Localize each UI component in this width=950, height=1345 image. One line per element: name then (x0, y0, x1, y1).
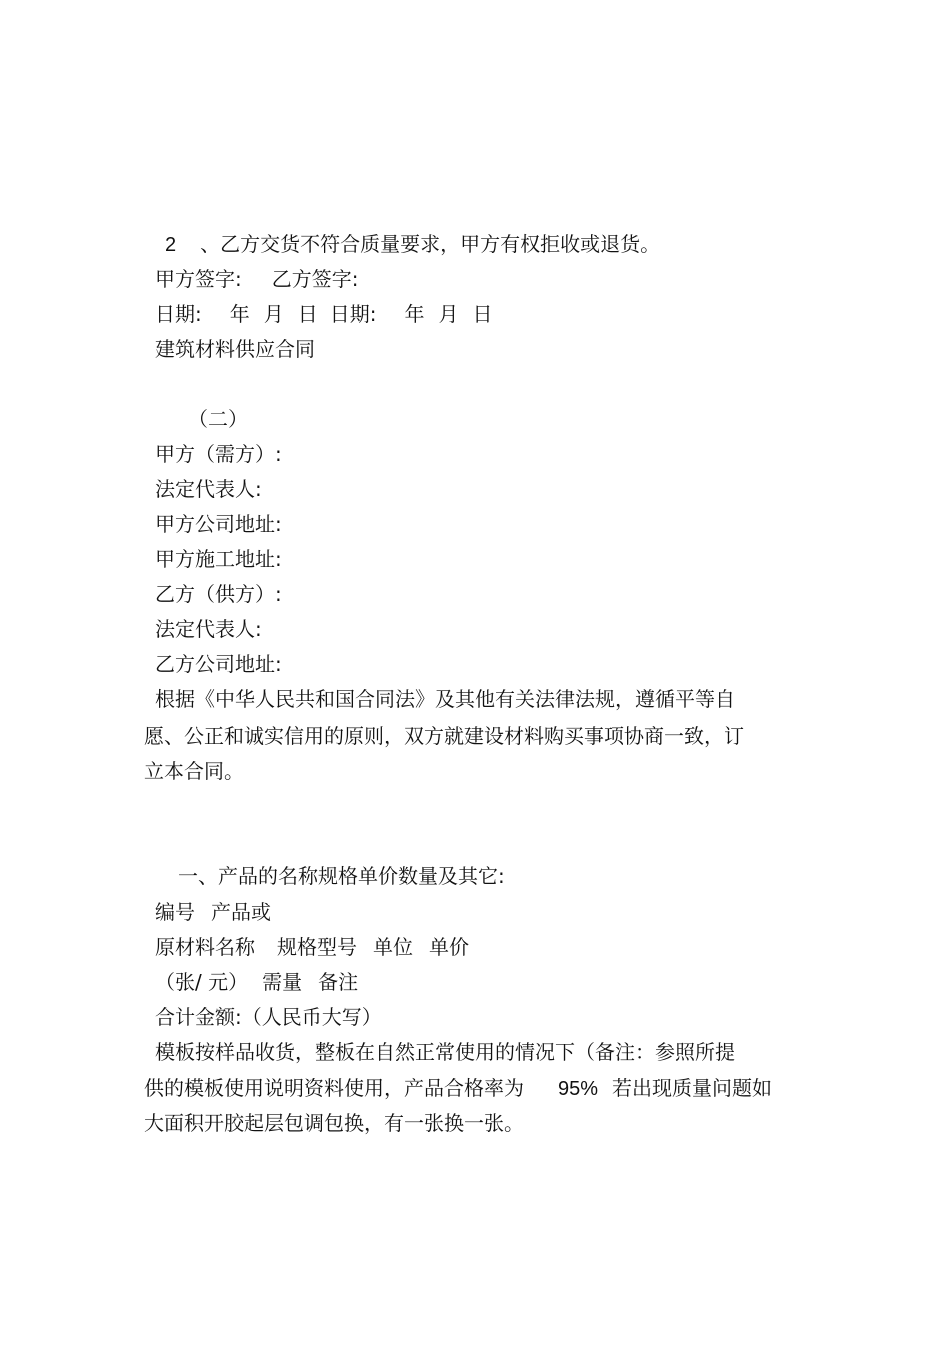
party-b-company-address-label: 乙方公司地址: (155, 652, 282, 676)
preamble-line: 根据《中华人民共和国合同法》及其他有关法律法规，遵循平等自 (155, 687, 735, 711)
date-line (155, 300, 493, 328)
quality-clause-text: 若出现质量问题如 (612, 1076, 773, 1100)
date-label: 日期: (155, 302, 202, 326)
col-product-header: 产品或 (211, 900, 271, 924)
legal-representative-a-label: 法定代表人: (155, 477, 262, 501)
clause-2 (165, 230, 660, 259)
date-label: 日期: (329, 302, 377, 326)
col-material-name-header: 原材料名称 (155, 935, 255, 959)
party-b-label: 乙方（供方）: (155, 582, 282, 606)
month-label: 月 (263, 302, 284, 326)
party-a-signature-label: 甲方签字: (155, 267, 242, 291)
section-label: （二） (188, 407, 248, 431)
article-1-heading: 一、产品的名称规格单价数量及其它: (178, 864, 505, 888)
party-a-site-address-label: 甲方施工地址: (155, 547, 282, 571)
year-label: 年 (404, 302, 425, 326)
quality-clause-line: 大面积开胶起层包调包换，有一张换一张。 (144, 1111, 524, 1135)
preamble-line: 愿、公正和诚实信用的原则，双方就建设材料购买事项协商一致，订 (144, 724, 744, 748)
table-header-row (155, 898, 271, 926)
col-price-unit-header: （张/ 元） (155, 970, 249, 994)
col-number-header: 编号 (155, 900, 195, 924)
day-label: 日 (472, 302, 493, 326)
quality-clause-line (144, 1074, 772, 1103)
quality-clause-text: 供的模板使用说明资料使用，产品合格率为 (144, 1076, 524, 1100)
table-header-row (155, 968, 358, 996)
clause-number: 2 (165, 234, 177, 256)
preamble-line: 立本合同。 (144, 759, 244, 783)
legal-representative-b-label: 法定代表人: (155, 617, 262, 641)
party-a-company-address-label: 甲方公司地址: (155, 512, 282, 536)
contract-title: 建筑材料供应合同 (155, 337, 315, 361)
clause-text: 、乙方交货不符合质量要求，甲方有权拒收或退货。 (200, 232, 661, 256)
year-label: 年 (229, 302, 250, 326)
party-b-signature-label: 乙方签字: (271, 267, 359, 291)
day-label: 日 (297, 302, 318, 326)
col-spec-header: 规格型号 (277, 935, 357, 959)
quality-clause-line: 模板按样品收货，整板在自然正常使用的情况下（备注：参照所提 (155, 1040, 735, 1064)
col-remark-header: 备注 (318, 970, 359, 994)
qualification-rate: 95% (558, 1078, 599, 1100)
month-label: 月 (438, 302, 459, 326)
table-header-row (155, 933, 469, 961)
signature-line (155, 265, 359, 293)
col-demand-header: 需量 (262, 970, 303, 994)
col-price-header: 单价 (429, 935, 469, 959)
total-amount-label: 合计金额:（人民币大写） (155, 1005, 382, 1029)
col-unit-header: 单位 (373, 935, 413, 959)
party-a-label: 甲方（需方）: (155, 442, 282, 466)
